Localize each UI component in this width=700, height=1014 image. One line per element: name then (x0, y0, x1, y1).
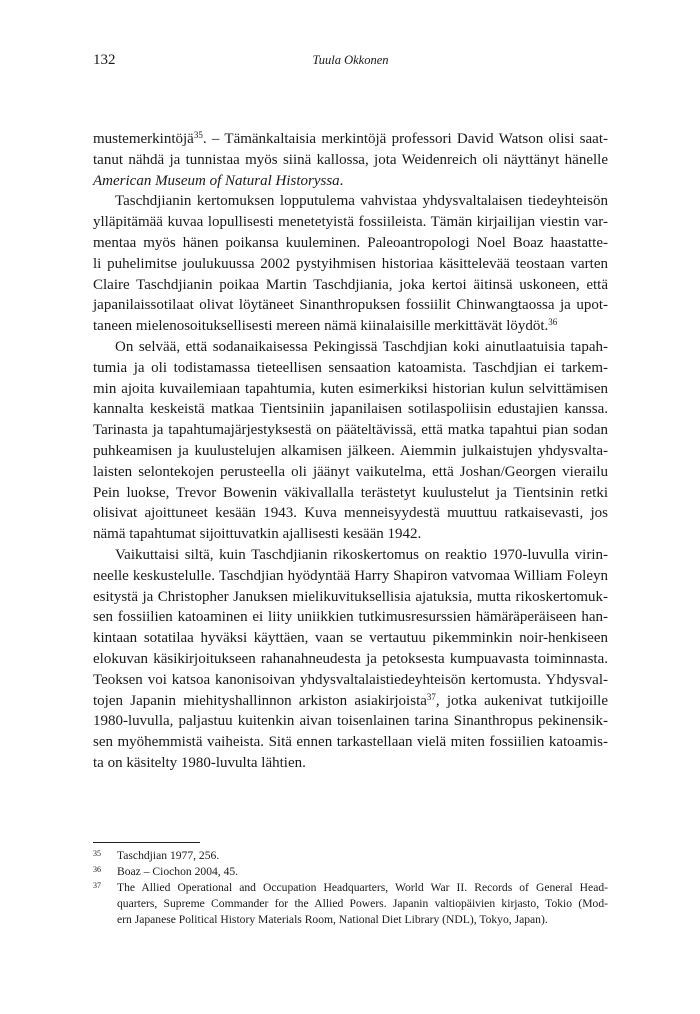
text-line: mentaa myös hänen poikansa kuuleminen. Paleoantropologi Noel Boaz haastatte- (93, 234, 608, 251)
footnote-number: 35 (93, 849, 101, 858)
text-line: Pein luokse, Trevor Bowenin väkivallalla terästetyt kuulustelut ja Tientsinin retki (93, 484, 608, 501)
page-number: 132 (93, 52, 116, 68)
text-line: sen fossiilien katoaminen ei liity uniikkien tutkimusresurssien hämäräperäiseen han- (93, 609, 608, 626)
text-line: Vaikuttaisi siltä, kuin Taschdjianin rikoskertomus on reaktio 1970-luvulla virin- (115, 546, 608, 563)
footnote-number: 37 (93, 881, 101, 890)
text-line: puhkeamisen ja kuulustelujen alkamisen jälkeen. Aiemmin julkaistujen yhdysvalta- (93, 442, 608, 459)
footnote (93, 864, 608, 880)
footnote-text: quarters, Supreme Commander for the Allied Powers. Japanin valtiopäivien kirjasto, Tokio (Mod- (117, 897, 608, 910)
text-line: esitystä ja Christopher Januksen mielikuvituksellisia ajatuksia, mutta rikoskertomuk- (93, 588, 608, 605)
footnote-text: ern Japanese Political History Materials Room, National Diet Library (NDL), Tokyo, Japan). (117, 913, 548, 926)
italic-title: American Museum of Natural Historyssa (93, 172, 340, 189)
text-line: mustemerkintöjä$^{35}$. – Tämänkaltaisia merkintöjä professori David Watson olisi saat- (93, 130, 608, 147)
text-line: On selvää, että sodanaikaisessa Pekingissä Taschdjian koki ainutlaatuisia tapah- (115, 338, 608, 355)
text-line: tojen Japanin miehityshallinnon arkiston asiakirjoista$^{37}$, jotka aukenivat tutkijoille (93, 691, 608, 709)
text-line: sen myöhemmistä vaiheista. Sitä ennen tarkastellaan vielä miten fossiilien katoamis- (93, 734, 608, 751)
text-line: elokuvan käsikirjoitukseen rahanahneudesta ja petoksesta kumpuavasta toiminnasta. (93, 650, 608, 667)
paragraph (93, 337, 608, 545)
text-line: 1980-luvulla, paljastuu kuitenkin aivan toisenlainen tarina Sinanthropus pekinensik- (93, 713, 608, 730)
page-header (93, 52, 608, 72)
text-line: laisten selontekojen perusteella oli jäänyt vaikutelma, että Joshan/Georgen vierailu (93, 463, 608, 480)
text-line: Teoksen voi katsoa kanonisoivan yhdysvaltalaistiedeyhteisön kertomusta. Yhdysval- (93, 671, 608, 688)
text-line: Taschdjianin kertomuksen lopputulema vahvistaa yhdysvaltalaisen tiedeyhteisön (115, 193, 608, 210)
footnote-text: The Allied Operational and Occupation Headquarters, World War II. Records of General Head- (117, 881, 608, 894)
text-line: Claire Taschdjianin poikaa Martin Taschdjiania, joka kertoi äitinsä uskoneen, että (93, 276, 608, 293)
text-line: nämä tapahtumat sijoittuvatkin ajallisesti kesään 1942. (93, 526, 422, 543)
footnote-divider (93, 842, 200, 843)
footnote-text: Boaz – Ciochon 2004, 45. (117, 865, 239, 878)
body-text (93, 129, 608, 774)
running-head: Tuula Okkonen (312, 53, 389, 67)
footnote (93, 880, 608, 928)
footnote-number: 36 (93, 865, 101, 874)
text-line: kintaan sotatilaa hyväksi käyttäen, vaan se vertautuu pikemminkin noir-henkiseen (93, 630, 608, 647)
paragraph (93, 129, 608, 191)
footnote (93, 848, 608, 864)
text-line: tumia ja oli todistamassa tieteellisen sensaation katoamista. Taschdjian ei tarkem- (93, 359, 608, 376)
paragraph (93, 545, 608, 774)
text-line: ylläpitämää kuvaa lopullisesti menetetyistä fossiileista. Tämän kirjailijan viestin var- (93, 214, 608, 231)
text-line: japanilaissotilaat olivat löytäneet Sinanthropuksen fossiilit Chinwangtaossa ja upot- (93, 297, 608, 314)
text-line: tanut nähdä ja tunnistaa myös siinä kallossa, jota Weidenreich oli näyttänyt hänelle (93, 151, 608, 168)
text-line: li puhelimitse joulukuussa 2002 pystyihmisen historiaa käsittelevää teostaan varten (93, 255, 608, 272)
text-line: min ajoita kuvailemiaan tapahtumia, kuten esimerkiksi historian kulun selvittämisen (93, 380, 608, 397)
text-line: ta on käsitelty 1980-luvulta lähtien. (93, 754, 306, 771)
text-line: Tarinasta ja tapahtumajärjestyksestä on pääteltävissä, että matka tapahtui pian sodan (93, 422, 608, 439)
text-line: olisivat ajoittuneet kesään 1943. Kuva menneisyydestä muuttuu ratkaisevasti, jos (93, 505, 608, 522)
text-line: taneen mielenosoituksellisesti mereen nämä kiinalaisille merkittävät löydöt.$^{36}$ (93, 317, 558, 335)
footnotes (93, 848, 608, 928)
footnote-text: Taschdjian 1977, 256. (117, 849, 220, 862)
paragraph (93, 191, 608, 337)
text-line: American Museum of Natural Historyssa. (93, 172, 344, 189)
text-line: kannalta keskeistä matkaa Tientsiniin japanilaisen sotilaspoliisin edustajien kanssa. (93, 401, 608, 418)
footnote-ref: 37 (426, 691, 436, 702)
footnote-ref: 36 (548, 317, 558, 328)
text-line: neelle keskustelulle. Taschdjian hyödyntää Harry Shapiron vatvomaa William Foleyn (93, 567, 608, 584)
footnote-ref: 35 (193, 130, 203, 140)
